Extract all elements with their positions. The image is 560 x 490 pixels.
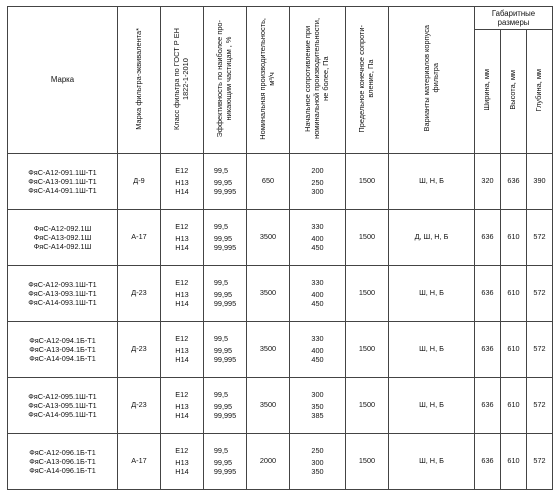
final-resistance-cell: 1500 [346, 322, 389, 378]
header-initial-resistance: Начальное сопротивление при номинальной производительности, не более, Па [290, 7, 346, 154]
header-height: Высота, мм [501, 30, 527, 154]
efficiency-cell: 99,5 99,95 99,995 [204, 434, 247, 490]
resistance-cell: 200 250 300 [290, 154, 346, 210]
header-equiv: Марка фильтра-эквивалента* [118, 7, 161, 154]
resistance-cell: 300 350 385 [290, 378, 346, 434]
final-resistance-cell: 1500 [346, 378, 389, 434]
efficiency-cell: 99,5 99,95 99,995 [204, 154, 247, 210]
class-cell: E12 H13 H14 [161, 266, 204, 322]
resistance-cell: 250 300 350 [290, 434, 346, 490]
equiv-cell: Д-23 [118, 266, 161, 322]
flow-cell: 2000 [247, 434, 290, 490]
material-cell: Ш, Н, Б [389, 154, 475, 210]
efficiency-cell: 99,5 99,95 99,995 [204, 322, 247, 378]
header-depth: Глубина, мм [527, 30, 553, 154]
height-cell: 610 [501, 322, 527, 378]
table-row [8, 378, 553, 434]
equiv-cell: А-17 [118, 434, 161, 490]
width-cell: 636 [475, 210, 501, 266]
model-cell: ФяС-А12-091.1Ш-Т1 ФяС-А13-091.1Ш-Т1 ФяС-А14-091.1Ш-Т1 [8, 154, 118, 210]
width-cell: 636 [475, 378, 501, 434]
flow-cell: 3500 [247, 210, 290, 266]
flow-cell: 650 [247, 154, 290, 210]
equiv-cell: Д-23 [118, 378, 161, 434]
flow-cell: 3500 [247, 378, 290, 434]
table-row [8, 322, 553, 378]
header-class: Класс фильтра по ГОСТ Р ЕН 1822-1-2010 [161, 7, 204, 154]
header-final-resistance: Предельное конечное сопроти- вление, Па [346, 7, 389, 154]
height-cell: 610 [501, 210, 527, 266]
final-resistance-cell: 1500 [346, 434, 389, 490]
depth-cell: 572 [527, 434, 553, 490]
height-cell: 610 [501, 266, 527, 322]
equiv-cell: А-17 [118, 210, 161, 266]
header-width: Ширина, мм [475, 30, 501, 154]
flow-cell: 3500 [247, 322, 290, 378]
efficiency-cell: 99,5 99,95 99,995 [204, 210, 247, 266]
material-cell: Ш, Н, Б [389, 434, 475, 490]
header-dimensions-group: Габаритные размеры [475, 7, 553, 30]
resistance-cell: 330 400 450 [290, 322, 346, 378]
width-cell: 636 [475, 434, 501, 490]
class-cell: E12 H13 H14 [161, 378, 204, 434]
equiv-cell: Д-23 [118, 322, 161, 378]
width-cell: 320 [475, 154, 501, 210]
width-cell: 636 [475, 266, 501, 322]
equiv-cell: Д-9 [118, 154, 161, 210]
depth-cell: 390 [527, 154, 553, 210]
depth-cell: 572 [527, 378, 553, 434]
table-row [8, 434, 553, 490]
header-efficiency: Эффективность по наиболее про- никающим частицам , % [204, 7, 247, 154]
model-cell: ФяС-А12-092.1Ш ФяС-А13-092.1Ш ФяС-А14-092.1Ш [8, 210, 118, 266]
resistance-cell: 330 400 450 [290, 266, 346, 322]
class-cell: E12 H13 H14 [161, 154, 204, 210]
efficiency-cell: 99,5 99,95 99,995 [204, 266, 247, 322]
resistance-cell: 330 400 450 [290, 210, 346, 266]
filter-spec-table [7, 6, 553, 490]
flow-cell: 3500 [247, 266, 290, 322]
header-flow: Номинальная производительность, м³/ч [247, 7, 290, 154]
height-cell: 636 [501, 154, 527, 210]
header-marka: Марка [8, 7, 118, 154]
class-cell: E12 H13 H14 [161, 434, 204, 490]
final-resistance-cell: 1500 [346, 154, 389, 210]
depth-cell: 572 [527, 266, 553, 322]
depth-cell: 572 [527, 210, 553, 266]
height-cell: 610 [501, 378, 527, 434]
efficiency-cell: 99,5 99,95 99,995 [204, 378, 247, 434]
class-cell: E12 H13 H14 [161, 210, 204, 266]
width-cell: 636 [475, 322, 501, 378]
material-cell: Ш, Н, Б [389, 378, 475, 434]
material-cell: Ш, Н, Б [389, 266, 475, 322]
height-cell: 610 [501, 434, 527, 490]
table-row [8, 210, 553, 266]
final-resistance-cell: 1500 [346, 266, 389, 322]
header-material: Варианты материалов корпуса фильтра [389, 7, 475, 154]
class-cell: E12 H13 H14 [161, 322, 204, 378]
material-cell: Ш, Н, Б [389, 322, 475, 378]
model-cell: ФяС-А12-094.1Б-Т1 ФяС-А13-094.1Б-Т1 ФяС-А14-094.1Б-Т1 [8, 322, 118, 378]
table-row [8, 154, 553, 210]
model-cell: ФяС-А12-093.1Ш-Т1 ФяС-А13-093.1Ш-Т1 ФяС-А14-093.1Ш-Т1 [8, 266, 118, 322]
model-cell: ФяС-А12-096.1Б-Т1 ФяС-А13-096.1Б-Т1 ФяС-А14-096.1Б-Т1 [8, 434, 118, 490]
model-cell: ФяС-А12-095.1Ш-Т1 ФяС-А13-095.1Ш-Т1 ФяС-А14-095.1Ш-Т1 [8, 378, 118, 434]
depth-cell: 572 [527, 322, 553, 378]
table-row [8, 266, 553, 322]
final-resistance-cell: 1500 [346, 210, 389, 266]
material-cell: Д, Ш, Н, Б [389, 210, 475, 266]
